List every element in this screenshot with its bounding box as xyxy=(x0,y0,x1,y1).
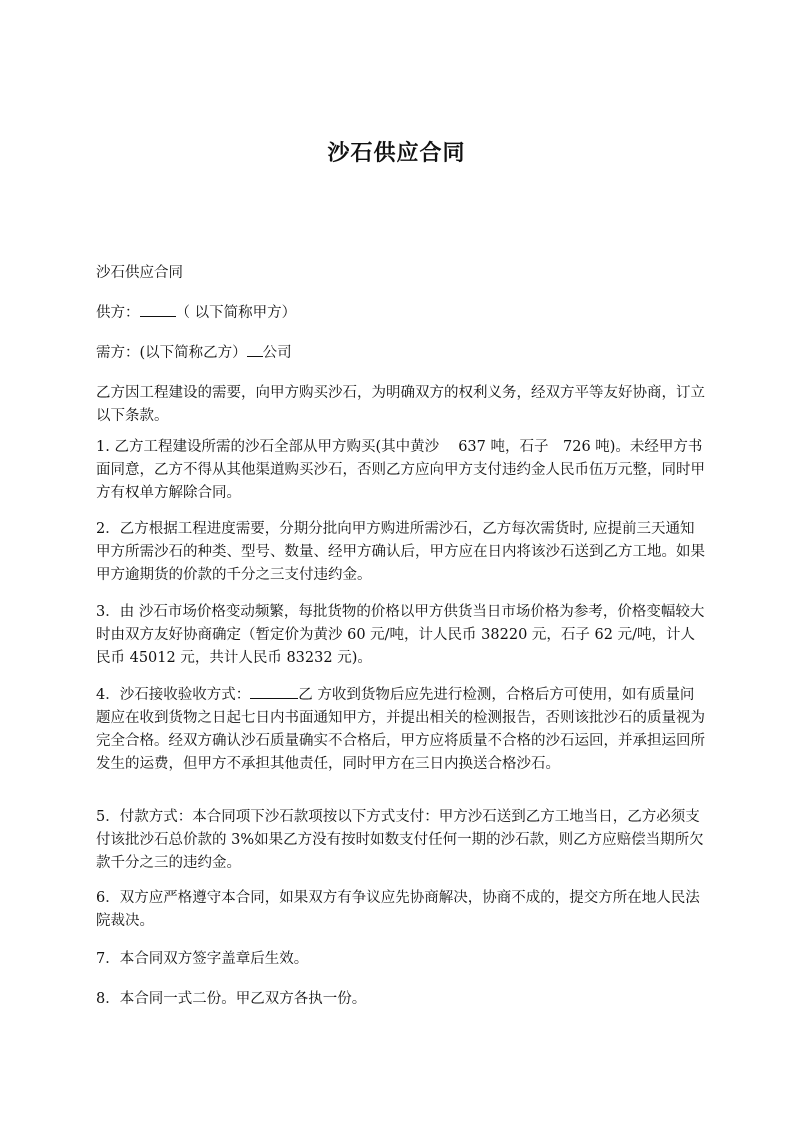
clause-4-blank xyxy=(250,684,298,699)
clause-4 xyxy=(96,684,706,776)
document-subtitle: 沙石供应合同 xyxy=(96,265,183,281)
buyer-blank xyxy=(247,342,263,357)
clause-7: 7．本合同双方签字盖章后生效。 xyxy=(96,951,309,967)
supplier-suffix: （ 以下简称甲方） xyxy=(175,305,297,321)
buyer-prefix: 需方：(以下简称乙方） xyxy=(96,345,247,361)
buyer-suffix: 公司 xyxy=(262,345,292,361)
clause-2: 2．乙方根据工程进度需要，分期分批向甲方购进所需沙石，乙方每次需货时, 应提前三天通知甲方所需沙石的种类、型号、数量、经甲方确认后，甲方应在日内将该沙石送到乙方工地。如果甲方逾期货的价款的千分之三支付违约金。 xyxy=(96,521,705,583)
intro-paragraph: 乙方因工程建设的需要，向甲方购买沙石，为明确双方的权利义务，经双方平等友好协商，订立以下条款。 xyxy=(96,385,705,424)
supplier-line xyxy=(96,302,706,325)
clause-6: 6．双方应严格遵守本合同，如果双方有争议应先协商解决，协商不成的，提交方所在地人民法院裁决。 xyxy=(96,890,700,929)
clause-8: 8．本合同一式二份。甲乙双方各执一份。 xyxy=(96,991,367,1007)
clause-1: 1. 乙方工程建设所需的沙石全部从甲方购买(其中黄沙 637 吨，石子 726 吨)。未经甲方书面同意，乙方不得从其他渠道购买沙石，否则乙方应向甲方支付违约金人民币伍万元整，同时甲方有权单方解除合同。 xyxy=(96,439,705,501)
clause-5: 5．付款方式：本合同项下沙石款项按以下方式支付：甲方沙石送到乙方工地当日，乙方必须支付该批沙石总价款的 3%如果乙方没有按时如数支付任何一期的沙石款，则乙方应赔偿当期所欠款千分之三的违约金。 xyxy=(96,809,704,871)
supplier-blank xyxy=(140,302,176,317)
clause-3: 3．由 沙石市场价格变动频繁，每批货物的价格以甲方供货当日市场价格为参考，价格变幅较大时由双方友好协商确定（暂定价为黄沙 60 元/吨，计人民币 38220 元，石子 62 元/吨，计人民币 45012 元，共计人民币 83232 元)。 xyxy=(96,604,705,666)
clause-4-text: 乙 方收到货物后应先进行检测，合格后方可使用，如有质量问题应在收到货物之日起七日内书面通知甲方，并提出相关的检测报告，否则该批沙石的质量视为完全合格。经双方确认沙石质量确实不合格后，甲方应将质量不合格的沙石运回，并承担运回所发生的运费，但甲方不承担其他责任，同时甲方在三日内换送合格沙石。 xyxy=(96,687,705,772)
document-title: 沙石供应合同 xyxy=(327,141,466,166)
supplier-prefix: 供方： xyxy=(96,305,140,321)
buyer-line xyxy=(96,342,706,365)
clause-4-prefix: 4．沙石接收验收方式： xyxy=(96,687,251,703)
